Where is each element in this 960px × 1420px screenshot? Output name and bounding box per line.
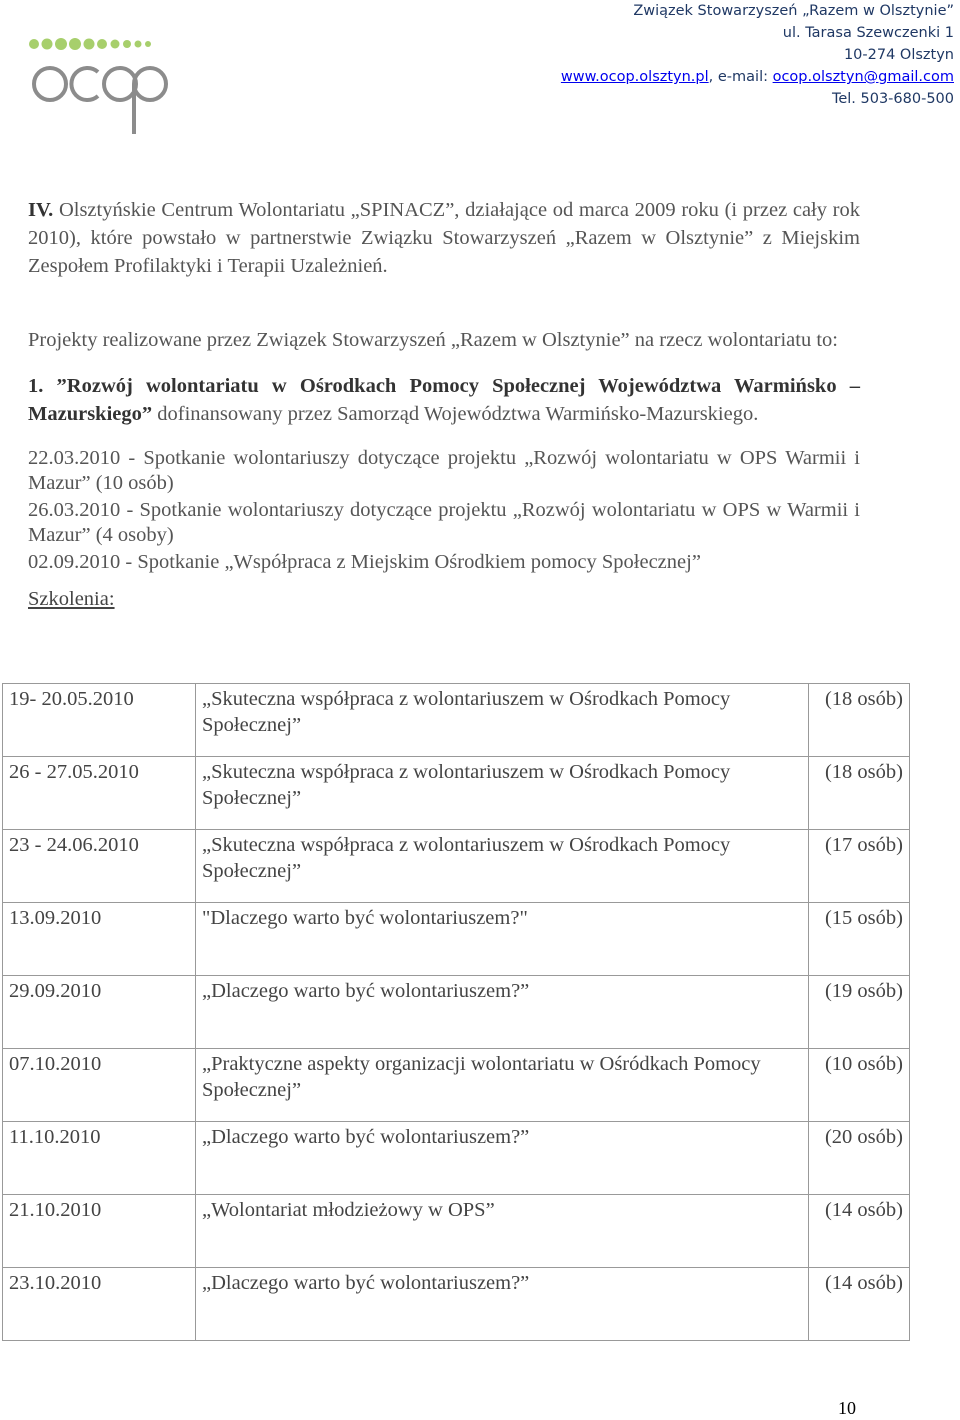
contact-line [561,66,954,88]
training-date: 21.10.2010 [3,1195,196,1268]
training-title: „Skuteczna współpraca z wolontariuszem w Ośrodkach Pomocy Społecznej” [196,684,809,757]
ocop-logo [28,34,168,139]
table-row [3,976,910,1049]
table-row [3,903,910,976]
training-title: „Praktyczne aspekty organizacji wolontariatu w Ośródkach Pomocy Społecznej” [196,1049,809,1122]
logo-dots [29,38,151,50]
document-body [28,196,860,613]
meeting-item: 22.03.2010 - Spotkanie wolontariuszy dotyczące projektu „Rozwój wolontariatu w OPS Warmii i Mazur” (10 osób) [28,447,860,494]
table-row [3,1268,910,1341]
training-count: (18 osób) [809,757,910,830]
section-number: IV. [28,199,54,221]
training-date: 19- 20.05.2010 [3,684,196,757]
training-date: 23.10.2010 [3,1268,196,1341]
page-number: 10 [838,1398,856,1418]
section-iv-paragraph [28,196,860,280]
section-text: Olsztyńskie Centrum Wolontariatu „SPINACZ”, działające od marca 2009 roku (i przez cały rok 2010), które powstało w partnerstwie Związku Stowarzyszeń „Razem w Olsztynie” z Miejskim Zespołem Profilaktyki i Terapii Uzależnień. [28,199,860,277]
training-date: 13.09.2010 [3,903,196,976]
project-1 [28,372,860,428]
table-row [3,757,910,830]
org-name: Związek Stowarzyszeń „Razem w Olsztynie” [633,3,954,19]
project-1-title: 1. ”Rozwój wolontariatu w Ośrodkach Pomocy Społecznej Województwa Warmińsko – Mazurskiego” [28,375,860,425]
training-count: (19 osób) [809,976,910,1049]
training-count: (20 osób) [809,1122,910,1195]
projects-intro: Projekty realizowane przez Związek Stowarzyszeń „Razem w Olsztynie” na rzecz wolontariatu to: [28,329,838,351]
training-title: „Skuteczna współpraca z wolontariuszem w Ośrodkach Pomocy Społecznej” [196,830,809,903]
meeting-item: 02.09.2010 - Spotkanie „Współpraca z Miejskim Ośrodkiem pomocy Społecznej” [28,551,701,573]
project-1-funding: dofinansowany przez Samorząd Województwa Warmińsko-Mazurskiego. [152,403,759,425]
email-link[interactable]: ocop.olsztyn@gmail.com [772,69,954,85]
training-count: (14 osób) [809,1195,910,1268]
training-count: (18 osób) [809,684,910,757]
phone-number: Tel. 503-680-500 [831,91,954,107]
training-count: (15 osób) [809,903,910,976]
street-address: ul. Tarasa Szewczenki 1 [782,25,954,41]
city-address: 10-274 Olsztyn [843,47,954,63]
meeting-item: 26.03.2010 - Spotkanie wolontariuszy dotyczące projektu „Rozwój wolontariatu w OPS w Warmii i Mazur” (4 osoby) [28,499,860,546]
trainings-heading: Szkolenia: [28,588,115,610]
training-title: „Dlaczego warto być wolontariuszem?” [196,1268,809,1341]
training-date: 11.10.2010 [3,1122,196,1195]
website-link[interactable]: www.ocop.olsztyn.pl [560,69,709,85]
training-title: "Dlaczego warto być wolontariuszem?" [196,903,809,976]
email-label: , e-mail: [708,69,773,85]
training-date: 26 - 27.05.2010 [3,757,196,830]
training-count: (10 osób) [809,1049,910,1122]
training-title: „Dlaczego warto być wolontariuszem?” [196,1122,809,1195]
header-address [561,0,954,110]
training-count: (17 osób) [809,830,910,903]
table-row [3,684,910,757]
trainings-table [2,683,910,1341]
training-date: 07.10.2010 [3,1049,196,1122]
table-row [3,830,910,903]
table-row [3,1195,910,1268]
training-count: (14 osób) [809,1268,910,1341]
meetings-list [28,446,860,575]
training-title: „Dlaczego warto być wolontariuszem?” [196,976,809,1049]
training-title: „Wolontariat młodzieżowy w OPS” [196,1195,809,1268]
training-date: 29.09.2010 [3,976,196,1049]
logo-letters [34,68,166,134]
training-title: „Skuteczna współpraca z wolontariuszem w Ośrodkach Pomocy Społecznej” [196,757,809,830]
table-row [3,1049,910,1122]
training-date: 23 - 24.06.2010 [3,830,196,903]
table-row [3,1122,910,1195]
